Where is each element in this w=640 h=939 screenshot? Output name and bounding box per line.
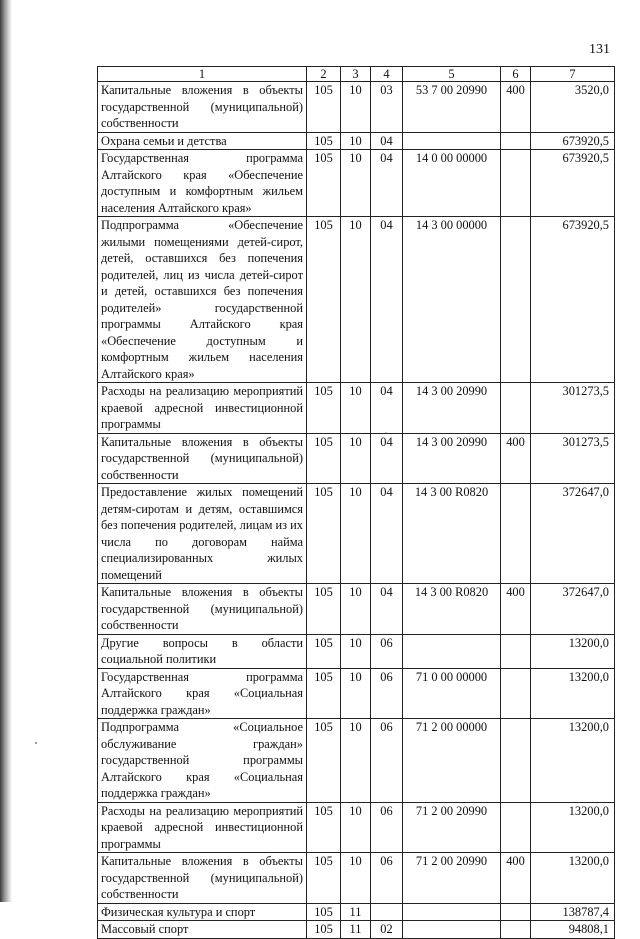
table-row xyxy=(98,584,615,635)
cell-target-article xyxy=(403,903,501,921)
cell-subsection-code: 06 xyxy=(371,802,403,853)
cell-subsection-code: 04 xyxy=(371,584,403,635)
cell-section-code: 10 xyxy=(341,484,371,584)
table-row xyxy=(98,853,615,904)
cell-subsection-code: 06 xyxy=(371,853,403,904)
cell-section-code: 10 xyxy=(341,719,371,803)
cell-ministry-code: 105 xyxy=(307,132,341,150)
cell-amount: 13200,0 xyxy=(531,853,615,904)
cell-name: Государственная программа Алтайского края «Обеспечение доступным и комфортным жильем населения Алтайского края» xyxy=(98,150,307,217)
cell-expense-type xyxy=(501,132,531,150)
cell-amount: 301273,5 xyxy=(531,383,615,434)
cell-ministry-code: 105 xyxy=(307,150,341,217)
table-row xyxy=(98,802,615,853)
column-header: 5 xyxy=(403,67,501,82)
cell-expense-type: 400 xyxy=(501,584,531,635)
cell-target-article: 14 3 00 20990 xyxy=(403,433,501,484)
cell-section-code: 10 xyxy=(341,634,371,668)
cell-amount: 13200,0 xyxy=(531,668,615,719)
cell-amount: 94808,1 xyxy=(531,921,615,939)
scan-shadow-edge xyxy=(0,0,12,902)
cell-target-article: 71 2 00 20990 xyxy=(403,853,501,904)
cell-name: Подпрограмма «Социальное обслуживание граждан» государственной программы Алтайского края «Социальная поддержка граждан» xyxy=(98,719,307,803)
cell-name: Капитальные вложения в объекты государственной (муниципальной) собственности xyxy=(98,82,307,133)
cell-ministry-code: 105 xyxy=(307,853,341,904)
cell-expense-type xyxy=(501,668,531,719)
cell-ministry-code: 105 xyxy=(307,217,341,383)
cell-name: Предоставление жилых помещений детям-сиротам и детям, оставшимся без попечения родителей, лицам из их числа по договорам найма специализированных жилых помещений xyxy=(98,484,307,584)
cell-section-code: 10 xyxy=(341,217,371,383)
cell-ministry-code: 105 xyxy=(307,82,341,133)
cell-ministry-code: 105 xyxy=(307,484,341,584)
table-row xyxy=(98,433,615,484)
cell-amount: 673920,5 xyxy=(531,217,615,383)
cell-ministry-code: 105 xyxy=(307,433,341,484)
cell-target-article xyxy=(403,132,501,150)
cell-ministry-code: 105 xyxy=(307,584,341,635)
table-row xyxy=(98,383,615,434)
cell-subsection-code xyxy=(371,903,403,921)
cell-expense-type xyxy=(501,634,531,668)
cell-target-article xyxy=(403,921,501,939)
cell-amount: 13200,0 xyxy=(531,634,615,668)
cell-ministry-code: 105 xyxy=(307,383,341,434)
cell-ministry-code: 105 xyxy=(307,634,341,668)
cell-expense-type xyxy=(501,903,531,921)
cell-subsection-code: 04 xyxy=(371,484,403,584)
table-row xyxy=(98,719,615,803)
cell-name: Капитальные вложения в объекты государственной (муниципальной) собственности xyxy=(98,433,307,484)
table-row xyxy=(98,634,615,668)
cell-section-code: 11 xyxy=(341,921,371,939)
cell-section-code: 10 xyxy=(341,853,371,904)
cell-expense-type xyxy=(501,484,531,584)
cell-subsection-code: 04 xyxy=(371,383,403,434)
cell-target-article: 71 2 00 00000 xyxy=(403,719,501,803)
cell-subsection-code: 06 xyxy=(371,719,403,803)
cell-ministry-code: 105 xyxy=(307,921,341,939)
cell-subsection-code: 04 xyxy=(371,433,403,484)
cell-section-code: 10 xyxy=(341,132,371,150)
table-row xyxy=(98,150,615,217)
cell-target-article: 71 0 00 00000 xyxy=(403,668,501,719)
cell-expense-type xyxy=(501,383,531,434)
scan-speck xyxy=(35,742,37,744)
cell-expense-type: 400 xyxy=(501,853,531,904)
cell-section-code: 10 xyxy=(341,383,371,434)
cell-expense-type xyxy=(501,802,531,853)
cell-section-code: 11 xyxy=(341,903,371,921)
cell-section-code: 10 xyxy=(341,433,371,484)
column-header: 7 xyxy=(531,67,615,82)
cell-expense-type: 400 xyxy=(501,433,531,484)
budget-table xyxy=(97,66,615,939)
table-row xyxy=(98,903,615,921)
table-row xyxy=(98,668,615,719)
cell-expense-type xyxy=(501,217,531,383)
cell-name: Массовый спорт xyxy=(98,921,307,939)
cell-subsection-code: 02 xyxy=(371,921,403,939)
cell-name: Охрана семьи и детства xyxy=(98,132,307,150)
cell-name: Государственная программа Алтайского края «Социальная поддержка граждан» xyxy=(98,668,307,719)
cell-name: Расходы на реализацию мероприятий краевой адресной инвестиционной программы xyxy=(98,383,307,434)
cell-amount: 138787,4 xyxy=(531,903,615,921)
column-header: 2 xyxy=(307,67,341,82)
cell-subsection-code: 06 xyxy=(371,668,403,719)
cell-section-code: 10 xyxy=(341,668,371,719)
cell-subsection-code: 04 xyxy=(371,150,403,217)
cell-amount: 673920,5 xyxy=(531,150,615,217)
cell-target-article: 14 3 00 R0820 xyxy=(403,584,501,635)
cell-name: Другие вопросы в области социальной политики xyxy=(98,634,307,668)
cell-subsection-code: 04 xyxy=(371,132,403,150)
cell-target-article: 14 0 00 00000 xyxy=(403,150,501,217)
page-number: 131 xyxy=(589,42,610,57)
table-row xyxy=(98,132,615,150)
cell-subsection-code: 04 xyxy=(371,217,403,383)
cell-section-code: 10 xyxy=(341,584,371,635)
cell-amount: 372647,0 xyxy=(531,584,615,635)
cell-expense-type xyxy=(501,150,531,217)
cell-target-article: 14 3 00 R0820 xyxy=(403,484,501,584)
cell-ministry-code: 105 xyxy=(307,903,341,921)
cell-amount: 372647,0 xyxy=(531,484,615,584)
cell-amount: 3520,0 xyxy=(531,82,615,133)
column-header: 4 xyxy=(371,67,403,82)
cell-section-code: 10 xyxy=(341,802,371,853)
column-header: 1 xyxy=(98,67,307,82)
cell-target-article: 14 3 00 00000 xyxy=(403,217,501,383)
table-row xyxy=(98,921,615,939)
cell-expense-type: 400 xyxy=(501,82,531,133)
cell-ministry-code: 105 xyxy=(307,719,341,803)
cell-section-code: 10 xyxy=(341,82,371,133)
cell-section-code: 10 xyxy=(341,150,371,217)
column-header: 3 xyxy=(341,67,371,82)
cell-expense-type xyxy=(501,719,531,803)
cell-expense-type xyxy=(501,921,531,939)
cell-name: Расходы на реализацию мероприятий краевой адресной инвестиционной программы xyxy=(98,802,307,853)
cell-name: Физическая культура и спорт xyxy=(98,903,307,921)
cell-name: Капитальные вложения в объекты государственной (муниципальной) собственности xyxy=(98,853,307,904)
table-header-row xyxy=(98,67,615,82)
table-row xyxy=(98,217,615,383)
cell-subsection-code: 06 xyxy=(371,634,403,668)
table-row xyxy=(98,484,615,584)
cell-amount: 13200,0 xyxy=(531,802,615,853)
cell-target-article: 53 7 00 20990 xyxy=(403,82,501,133)
column-header: 6 xyxy=(501,67,531,82)
table-row xyxy=(98,82,615,133)
cell-amount: 673920,5 xyxy=(531,132,615,150)
cell-target-article xyxy=(403,634,501,668)
cell-subsection-code: 03 xyxy=(371,82,403,133)
cell-ministry-code: 105 xyxy=(307,802,341,853)
cell-name: Капитальные вложения в объекты государственной (муниципальной) собственности xyxy=(98,584,307,635)
cell-ministry-code: 105 xyxy=(307,668,341,719)
cell-name: Подпрограмма «Обеспечение жилыми помещениями детей-сирот, детей, оставшихся без попечения родителей, лиц из числа детей-сирот и детей, оставшихся без попечения родителей» государственной программы Алтайского края «Обеспечение доступным и комфортным жильем населения Алтайского края» xyxy=(98,217,307,383)
cell-amount: 13200,0 xyxy=(531,719,615,803)
cell-target-article: 71 2 00 20990 xyxy=(403,802,501,853)
cell-amount: 301273,5 xyxy=(531,433,615,484)
cell-target-article: 14 3 00 20990 xyxy=(403,383,501,434)
